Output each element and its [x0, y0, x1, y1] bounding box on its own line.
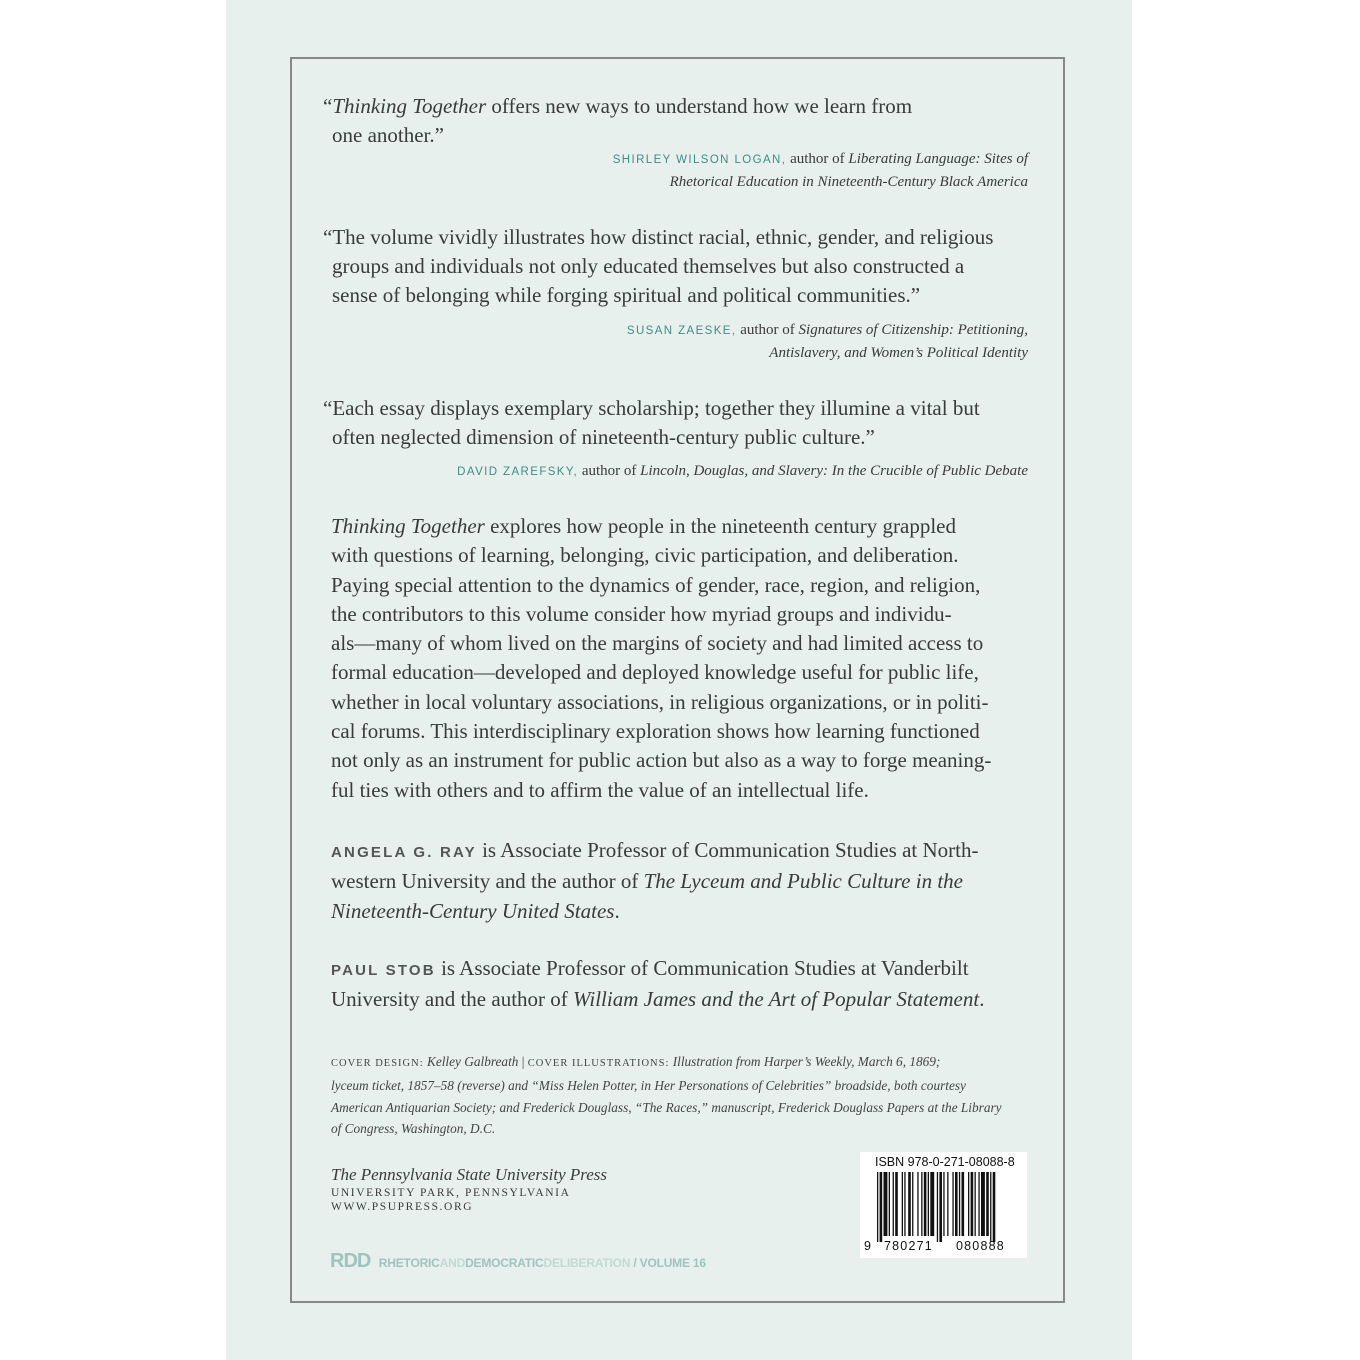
barcode-bar	[921, 1172, 922, 1236]
description-line-1-text: explores how people in the nineteenth century grappled	[484, 514, 957, 538]
barcode-bar	[947, 1172, 948, 1236]
attribution-work-line-2: Rhetorical Education in Nineteenth-Century Black America	[669, 174, 1028, 190]
barcode-bar	[917, 1172, 918, 1236]
barcode-bar	[981, 1172, 985, 1236]
bio-text: .	[979, 987, 985, 1012]
barcode-bar	[962, 1172, 965, 1236]
attribution-name: SHIRLEY WILSON LOGAN,	[612, 154, 787, 166]
editor-bio-ray	[331, 836, 1051, 926]
quote-2-line-3: sense of belonging while forging spiritual and political communities.”	[332, 283, 921, 307]
barcode-bar	[959, 1172, 960, 1236]
quote-1-line-2: one another.”	[332, 123, 444, 147]
series-name-part: RHETORIC	[378, 1256, 440, 1270]
barcode-bar	[993, 1172, 996, 1242]
credits-separator: |	[518, 1054, 528, 1069]
attribution-author-of: author of	[581, 463, 637, 479]
barcode-bar	[928, 1172, 929, 1236]
quote-2-line-2: groups and individuals not only educated themselves but also constructed a	[332, 254, 965, 278]
bio-text: is Associate Professor of Communication Studies at North-	[476, 838, 979, 862]
description-line: with questions of learning, belonging, civic participation, and deliberation.	[331, 543, 959, 568]
attribution-work-line-2: Antislavery, and Women’s Political Identity	[769, 345, 1028, 361]
series-name-part: DEMOCRATIC	[465, 1256, 544, 1270]
series-logo: RDD	[330, 1250, 371, 1272]
barcode-bar	[943, 1172, 944, 1236]
quote-2-line-1: “The volume vividly illustrates how distinct racial, ethnic, gender, and religious	[323, 225, 994, 249]
series-name-part: AND	[439, 1256, 466, 1270]
barcode-digit: 9	[864, 1239, 871, 1253]
barcode-bar	[937, 1172, 938, 1242]
bio-text: .	[614, 898, 620, 923]
barcode-bar	[975, 1172, 976, 1236]
barcode-bar	[986, 1172, 989, 1236]
attribution-name: SUSAN ZAESKE,	[626, 325, 737, 337]
description-line: cal forums. This interdisciplinary exploration shows how learning functioned	[331, 719, 980, 744]
bio-book-title: The Lyceum and Public Culture in the	[643, 869, 963, 894]
barcode-bar	[884, 1172, 888, 1236]
barcode-bar	[924, 1172, 927, 1236]
credits-text: Illustration from Harper’s Weekly, March 6, 1869;	[672, 1054, 941, 1069]
credits-text: lyceum ticket, 1857–58 (reverse) and “Miss Helen Potter, in Her Personations of Celebrities” broadside, both courtesy	[331, 1077, 966, 1093]
barcode-bar	[908, 1172, 911, 1236]
isbn-barcode	[860, 1152, 1027, 1258]
cover-design-label: COVER DESIGN:	[331, 1058, 424, 1069]
barcode-bar	[895, 1172, 898, 1236]
editor-name: ANGELA G. RAY	[331, 844, 477, 861]
barcode-digits: 780271	[884, 1239, 933, 1253]
quote-2	[323, 223, 993, 310]
barcode-bar	[930, 1172, 934, 1236]
bio-text: western University and the author of	[331, 869, 644, 894]
isbn-label: ISBN 978-0-271-08088-8	[875, 1155, 1015, 1169]
credits-text: American Antiquarian Society; and Frederick Douglass, “The Races,” manuscript, Frederick Douglass Papers at the Library	[331, 1099, 1002, 1115]
barcode-bar	[904, 1172, 905, 1236]
publisher-block	[331, 1165, 607, 1213]
series-line	[330, 1250, 706, 1273]
editor-bio-stob	[331, 954, 1051, 1015]
book-description	[331, 512, 1051, 805]
barcode-digits: 080888	[956, 1239, 1005, 1253]
attribution-name: DAVID ZAREFSKY,	[457, 466, 579, 478]
barcode-bar	[889, 1172, 890, 1236]
quote-1-italic-title: Thinking Together	[332, 94, 487, 118]
quote-1	[323, 92, 912, 150]
quote-3-line-1: “Each essay displays exemplary scholarship; together they illumine a vital but	[323, 396, 980, 420]
quote-3-attribution	[457, 460, 1028, 483]
barcode-bar	[877, 1172, 878, 1242]
barcode-bar	[968, 1172, 969, 1236]
description-line-1	[331, 512, 1051, 541]
barcode-bar	[952, 1172, 953, 1236]
publisher-location: UNIVERSITY PARK, PENNSYLVANIA	[331, 1187, 571, 1199]
quote-2-attribution	[627, 319, 1028, 364]
quote-1-attribution	[613, 148, 1028, 193]
description-line: not only as an instrument for public action but also as a way to forge meaning-	[331, 748, 992, 773]
description-line: the contributors to this volume consider how myriad groups and individu-	[331, 601, 952, 626]
series-name-part: DELIBERATION	[543, 1256, 631, 1270]
barcode-bar	[912, 1172, 913, 1236]
cover-designer: Kelley Galbreath	[426, 1054, 519, 1069]
cover-illustrations-label: COVER ILLUSTRATIONS:	[527, 1058, 670, 1069]
barcode-bar	[939, 1172, 942, 1242]
series-volume: / VOLUME 16	[630, 1256, 706, 1270]
attribution-work: Liberating Language: Sites of	[848, 151, 1028, 167]
quote-1-line-1: “Thinking Together offers new ways to understand how we learn from	[323, 94, 913, 118]
bio-book-title: William James and the Art of Popular Statement	[573, 987, 980, 1012]
barcode-bar	[990, 1172, 991, 1242]
description-line: formal education—developed and deployed knowledge useful for public life,	[331, 660, 979, 685]
description-italic-title: Thinking Together	[331, 514, 485, 538]
bio-text: is Associate Professor of Communication Studies at Vanderbilt	[435, 956, 969, 980]
publisher-website: WWW.PSUPRESS.ORG	[331, 1201, 474, 1213]
bio-book-title: Nineteenth-Century United States	[331, 898, 615, 923]
attribution-work: Signatures of Citizenship: Petitioning,	[798, 322, 1028, 338]
description-line: whether in local voluntary associations, in religious organizations, or in politi-	[331, 689, 989, 714]
credits-text: of Congress, Washington, D.C.	[331, 1121, 496, 1137]
description-line: ful ties with others and to affirm the value of an intellectual life.	[331, 777, 869, 802]
attribution-author-of: author of	[740, 322, 795, 338]
attribution-author-of: author of	[790, 151, 845, 167]
barcode-bar	[955, 1172, 958, 1236]
barcode-bar	[902, 1172, 903, 1236]
description-line: Paying special attention to the dynamics of gender, race, region, and religion,	[331, 572, 981, 597]
quote-3-line-2: often neglected dimension of nineteenth-century public culture.”	[332, 425, 875, 449]
publisher-name: The Pennsylvania State University Press	[331, 1165, 608, 1184]
quote-3	[323, 394, 980, 452]
bio-text: University and the author of	[331, 987, 574, 1012]
editor-name: PAUL STOB	[331, 962, 436, 979]
cover-credits	[331, 1051, 1031, 1140]
barcode-bar	[880, 1172, 883, 1242]
description-line: als—many of whom lived on the margins of society and had limited access to	[331, 631, 984, 656]
barcode-bar	[971, 1172, 974, 1236]
barcode-bar	[978, 1172, 979, 1236]
barcode-bar	[893, 1172, 894, 1236]
attribution-work: Lincoln, Douglas, and Slavery: In the Crucible of Public Debate	[640, 463, 1028, 479]
